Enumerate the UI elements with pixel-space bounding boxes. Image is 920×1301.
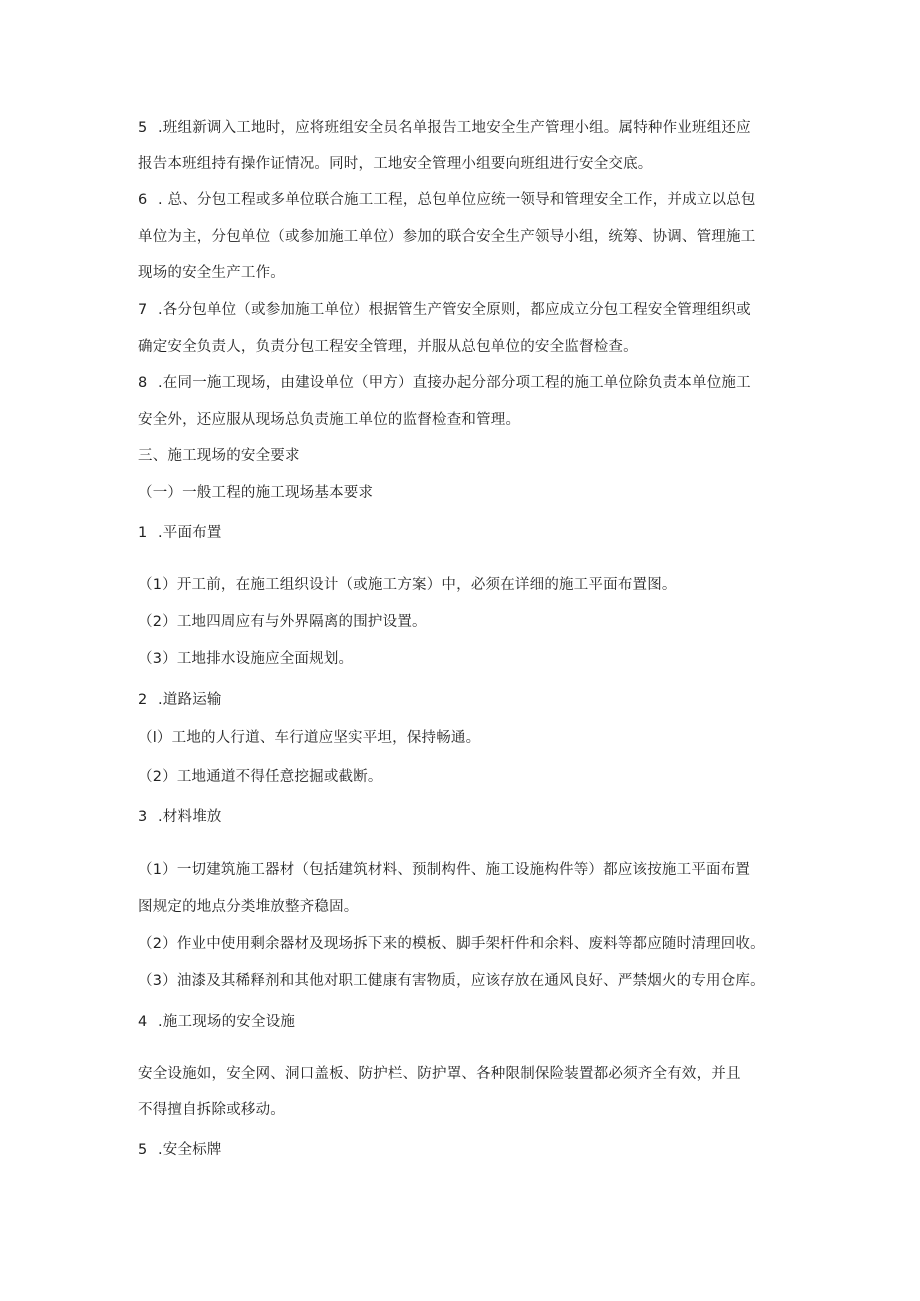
- item-5-line-2: 报告本班组持有操作证情况。同时，工地安全管理小组要向班组进行安全交底。: [138, 156, 653, 172]
- item-6-line-1: 6 . 总、分包工程或多单位联合施工工程，总包单位应统一领导和管理安全工作，并成立以总包: [138, 192, 756, 208]
- item-7-line-2: 确定安全负责人，负责分包工程安全管理，并服从总包单位的安全监督检查。: [138, 339, 638, 355]
- materials-item-3: （3）油漆及其稀释剂和其他对职工健康有害物质，应该存放在通风良好、严禁烟火的专用仓库。: [138, 973, 765, 989]
- road-item-2: （2）工地通道不得任意挖掘或截断。: [138, 769, 383, 785]
- materials-item-2: （2）作业中使用剩余器材及现场拆下来的模板、脚手架杆件和余料、废料等都应随时清理回收。: [138, 936, 765, 952]
- layout-item-3: （3）工地排水设施应全面规划。: [138, 651, 354, 667]
- heading-3-materials: 3 .材料堆放: [138, 809, 222, 825]
- materials-item-1-line-2: 图规定的地点分类堆放整齐稳固。: [138, 899, 359, 915]
- section-heading: 三、施工现场的安全要求: [138, 448, 300, 464]
- item-6-line-3: 现场的安全生产工作。: [138, 265, 285, 281]
- facilities-line-2: 不得擅自拆除或移动。: [138, 1102, 285, 1118]
- subsection-heading: （一）一般工程的施工现场基本要求: [138, 485, 374, 501]
- item-5-line-1: 5 .班组新调入工地时，应将班组安全员名单报告工地安全生产管理小组。属特种作业班组还应: [138, 120, 751, 136]
- heading-1-layout: 1 .平面布置: [138, 525, 222, 541]
- materials-item-1-line-1: （1）一切建筑施工器材（包括建筑材料、预制构件、施工设施构件等）都应该按施工平面布置: [138, 862, 751, 878]
- heading-5-safety-signs: 5 .安全标牌: [138, 1142, 222, 1158]
- item-6-line-2: 单位为主，分包单位（或参加施工单位）参加的联合安全生产领导小组，统筹、协调、管理施工: [138, 229, 756, 245]
- layout-item-1: （1）开工前，在施工组织设计（或施工方案）中，必须在详细的施工平面布置图。: [138, 577, 677, 593]
- layout-item-2: （2）工地四周应有与外界隔离的围护设置。: [138, 614, 427, 630]
- item-8-line-2: 安全外，还应服从现场总负责施工单位的监督检查和管理。: [138, 412, 521, 428]
- road-item-1: （l）工地的人行道、车行道应坚实平坦，保持畅通。: [138, 730, 481, 746]
- item-8-line-1: 8 .在同一施工现场，由建设单位（甲方）直接办起分部分项工程的施工单位除负责本单位施工: [138, 375, 751, 391]
- facilities-line-1: 安全设施如，安全网、洞口盖板、防护栏、防护罩、各种限制保险装置都必须齐全有效，并且: [138, 1066, 741, 1082]
- item-7-line-1: 7 .各分包单位（或参加施工单位）根据管生产管安全原则，都应成立分包工程安全管理组织或: [138, 302, 751, 318]
- heading-2-road: 2 .道路运输: [138, 692, 222, 708]
- heading-4-safety-facilities: 4 .施工现场的安全设施: [138, 1014, 296, 1030]
